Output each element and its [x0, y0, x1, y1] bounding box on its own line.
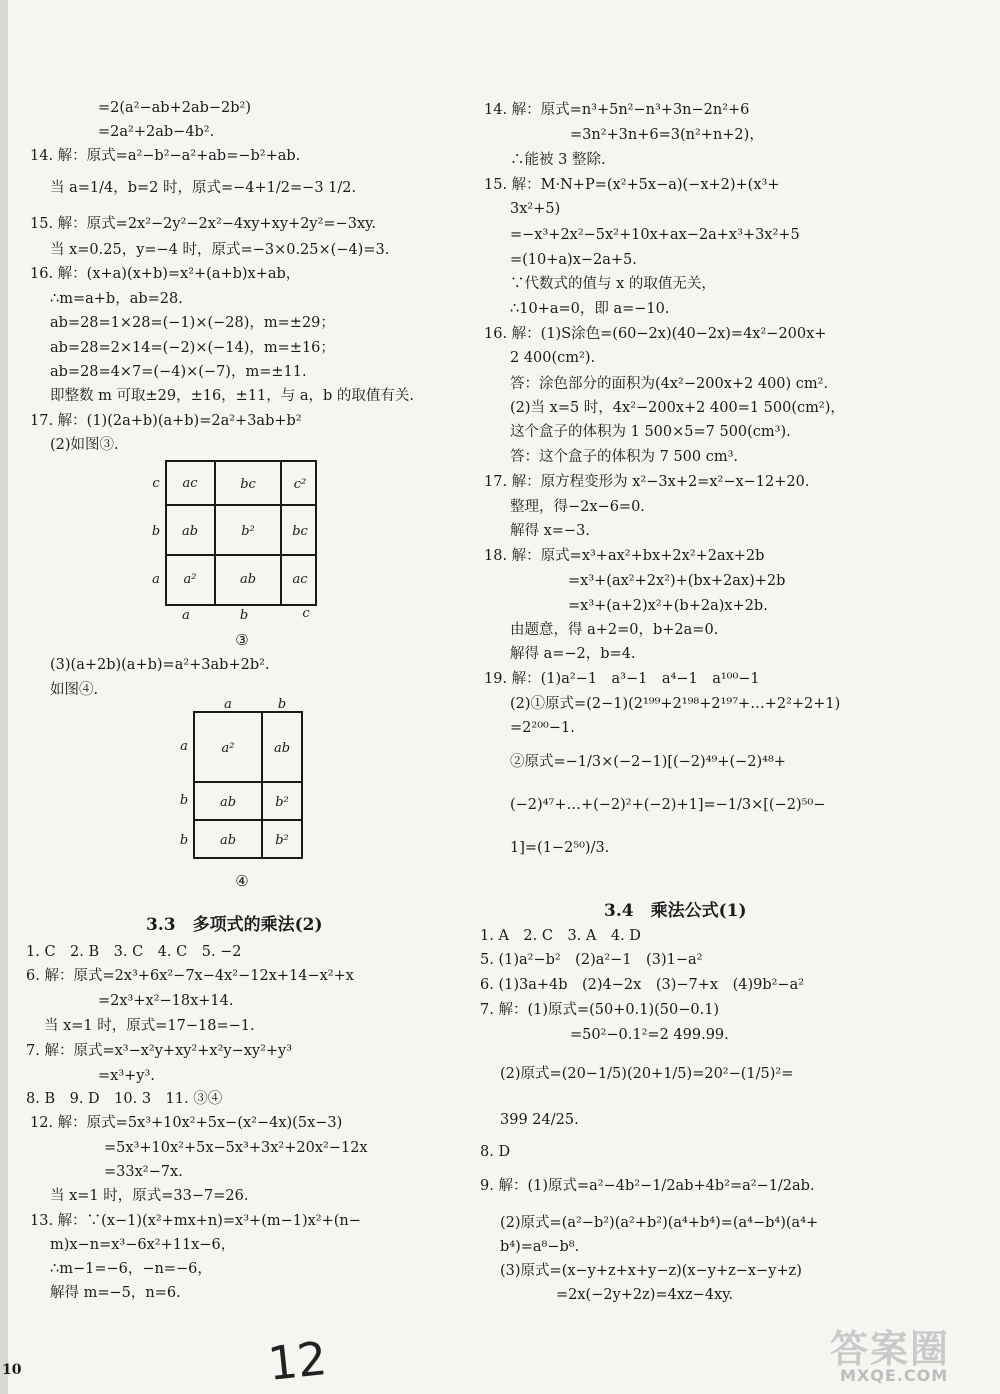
fig4-col-label: b [277, 697, 287, 712]
fig3-col-label: b [239, 608, 249, 623]
fig3-cell: a² [183, 572, 197, 587]
problem-15: 15. 解：M·N+P=(x²+5x−a)(−x+2)+(x³+ [484, 177, 780, 193]
text-line: 当 x=0.25，y=−4 时，原式=−3×0.25×(−4)=3. [50, 242, 390, 258]
text-line: 6. 解：原式=2x³+6x²−7x−4x²−12x+14−x²+x [26, 968, 354, 984]
text-line: (3)原式=(x−y+z+x+y−z)(x−y+z−x−y+z) [500, 1263, 802, 1279]
text-line: 当 x=1 时，原式=17−18=−1. [44, 1018, 255, 1034]
text-line: 7. 解：(1)原式=(50+0.1)(50−0.1) [480, 1002, 720, 1018]
text-line: 8. D [480, 1144, 511, 1160]
fig3-cell: bc [292, 524, 308, 539]
text-line: ②原式=−1/3×(−2−1)[(−2)⁴⁹+(−2)⁴⁸+ [510, 754, 786, 770]
fig4-col-label: a [224, 697, 232, 712]
text-line: =2x(−2y+2z)=4xz−4xy. [556, 1287, 734, 1303]
text-line: =x³+(ax²+2x²)+(bx+2ax)+2b [568, 573, 786, 589]
fig4-row-label: a [180, 739, 188, 754]
fig4-caption: ④ [235, 872, 249, 890]
fig3-col-label: c [302, 606, 310, 621]
text-line: =33x²−7x. [104, 1164, 183, 1180]
text-line: ∴能被 3 整除. [510, 152, 606, 168]
fig3-row-label: a [152, 572, 160, 587]
text-line: ∴10+a=0，即 a=−10. [510, 301, 670, 317]
figure-3-area-model [148, 455, 338, 655]
text-line: =2x³+x²−18x+14. [98, 993, 234, 1009]
fig3-cell: c² [293, 477, 307, 492]
text-line: b⁴)=a⁸−b⁸. [500, 1239, 580, 1255]
fig3-cell: ab [181, 524, 199, 539]
watermark-url: MXQE.COM [840, 1366, 949, 1385]
text-line: 1]=(1−2⁵⁰)/3. [510, 840, 610, 856]
fig3-caption: ③ [235, 631, 249, 649]
text-line: 整理，得−2x−6=0. [510, 499, 645, 515]
fig4-cell: b² [275, 795, 289, 810]
text-line: 13. 解：∵(x−1)(x²+mx+n)=x³+(m−1)x²+(n− [30, 1213, 361, 1229]
text-line: 6. (1)3a+4b (2)4−2x (3)−7+x (4)9b²−a² [480, 977, 805, 993]
text-line: 5. (1)a²−b² (2)a²−1 (3)1−a² [480, 952, 703, 968]
fig4-row-label: b [179, 793, 189, 808]
fig3-cell: ac [182, 476, 198, 491]
fig3-row-label: c [152, 476, 160, 491]
text-line: 2 400(cm²). [510, 350, 596, 366]
text-line: 399 24/25. [500, 1112, 579, 1128]
text-line: ∴m−1=−6，−n=−6， [50, 1261, 212, 1277]
text-line: (2)当 x=5 时，4x²−200x+2 400=1 500(cm²)， [510, 400, 845, 416]
fig3-cell: bc [240, 477, 256, 492]
text-line: (−2)⁴⁷+…+(−2)²+(−2)+1]=−1/3×[(−2)⁵⁰− [510, 797, 826, 813]
fig3-row-label: b [151, 524, 161, 539]
text-line: (2)原式=(20−1/5)(20+1/5)=20²−(1/5)²= [500, 1066, 794, 1082]
text-line: =5x³+10x²+5x−5x³+3x²+20x²−12x [104, 1140, 368, 1156]
text-line: 当 x=1 时，原式=33−7=26. [50, 1188, 249, 1204]
binding-shadow [0, 0, 8, 1394]
text-line: 12. 解：原式=5x³+10x²+5x−(x²−4x)(5x−3) [30, 1115, 343, 1131]
text-line: ∵代数式的值与 x 的取值无关， [510, 276, 716, 292]
problem-18: 18. 解：原式=x³+ax²+bx+2x²+2ax+2b [484, 548, 765, 564]
text-line: 如图④. [50, 682, 99, 698]
problem-16: 16. 解：(1)S涂色=(60−2x)(40−2x)=4x²−200x+ [484, 326, 827, 342]
fig4-cell: ab [219, 795, 237, 810]
text-line: 解得 a=−2，b=4. [510, 646, 636, 662]
section-title-3-4: 3.4 乘法公式(1) [604, 901, 747, 921]
text-line: 这个盒子的体积为 1 500×5=7 500(cm³). [510, 424, 791, 440]
text-line: =2a²+2ab−4b². [98, 124, 215, 140]
text-line: =2(a²−ab+2ab−2b²) [98, 100, 251, 116]
text-line: (2)如图③. [50, 437, 119, 453]
fig3-cell: ac [292, 572, 308, 587]
fig3-cell: b² [241, 524, 255, 539]
text-line: =x³+(a+2)x²+(b+2a)x+2b. [568, 598, 768, 614]
page-number: 10 [2, 1362, 22, 1378]
text-line: =50²−0.1²=2 499.99. [570, 1027, 729, 1043]
text-line: ab=28=1×28=(−1)×(−28)，m=±29； [50, 315, 335, 331]
text-line: 3x²+5) [510, 201, 561, 217]
text-line: (3)(a+2b)(a+b)=a²+3ab+2b². [50, 657, 270, 673]
text-line: 当 a=1/4，b=2 时，原式=−4+1/2=−3 1/2. [50, 180, 357, 196]
watermark-logo-text: 答案圈 [830, 1327, 951, 1371]
handwritten-note: 12 [265, 1331, 330, 1391]
problem-19: 19. 解：(1)a²−1 a³−1 a⁴−1 a¹⁰⁰−1 [484, 671, 760, 687]
text-line: 解得 m=−5，n=6. [50, 1285, 181, 1301]
problem-15: 15. 解：原式=2x²−2y²−2x²−4xy+xy+2y²=−3xy. [30, 216, 376, 232]
fig4-cell: ab [273, 741, 291, 756]
text-line: 8. B 9. D 10. 3 11. ③④ [26, 1091, 223, 1107]
text-line: =−x³+2x²−5x²+10x+ax−2a+x³+3x²+5 [510, 227, 800, 243]
text-line: =(10+a)x−2a+5. [510, 252, 637, 268]
text-line: (2)原式=(a²−b²)(a²+b²)(a⁴+b⁴)=(a⁴−b⁴)(a⁴+ [500, 1215, 819, 1231]
text-line: ab=28=2×14=(−2)×(−14)，m=±16； [50, 340, 335, 356]
text-line: 即整数 m 可取±29，±16，±11，与 a，b 的取值有关. [50, 388, 415, 404]
text-line: 解得 x=−3. [510, 523, 590, 539]
figure-4-area-model [176, 696, 316, 896]
text-line: 7. 解：原式=x³−x²y+xy²+x²y−xy²+y³ [26, 1043, 293, 1059]
text-line: 由题意，得 a+2=0，b+2a=0. [510, 622, 719, 638]
fig3-cell: ab [239, 572, 257, 587]
problem-16: 16. 解：(x+a)(x+b)=x²+(a+b)x+ab， [30, 266, 301, 282]
text-line: 9. 解：(1)原式=a²−4b²−1/2ab+4b²=a²−1/2ab. [480, 1178, 815, 1194]
text-line: =x³+y³. [98, 1068, 155, 1084]
text-line: ∴m=a+b，ab=28. [50, 291, 183, 307]
text-line: =3n²+3n+6=3(n²+n+2)， [570, 127, 764, 143]
text-line: ab=28=4×7=(−4)×(−7)，m=±11. [50, 364, 307, 380]
problem-14: 14. 解：原式=a²−b²−a²+ab=−b²+ab. [30, 148, 301, 164]
text-line: 答：涂色部分的面积为(4x²−200x+2 400) cm². [510, 376, 829, 392]
fig4-cell: b² [275, 833, 289, 848]
watermark [830, 1318, 996, 1390]
text-line: 答：这个盒子的体积为 7 500 cm³. [510, 449, 739, 465]
fig4-cell: a² [221, 741, 235, 756]
problem-17: 17. 解：(1)(2a+b)(a+b)=2a²+3ab+b² [30, 413, 302, 429]
fig3-col-label: a [182, 608, 190, 623]
text-line: m)x−n=x³−6x²+11x−6， [50, 1237, 236, 1253]
section-title-3-3: 3.3 多项式的乘法(2) [146, 915, 323, 935]
fig4-cell: ab [219, 833, 237, 848]
fig4-row-label: b [179, 833, 189, 848]
problem-14: 14. 解：原式=n³+5n²−n³+3n−2n²+6 [484, 102, 750, 118]
text-line: (2)①原式=(2−1)(2¹⁹⁹+2¹⁹⁸+2¹⁹⁷+…+2²+2+1) [510, 696, 841, 712]
problem-17: 17. 解：原方程变形为 x²−3x+2=x²−x−12+20. [484, 474, 810, 490]
text-line: 1. C 2. B 3. C 4. C 5. −2 [26, 944, 242, 960]
text-line: =2²⁰⁰−1. [510, 720, 575, 736]
text-line: 1. A 2. C 3. A 4. D [480, 928, 641, 944]
